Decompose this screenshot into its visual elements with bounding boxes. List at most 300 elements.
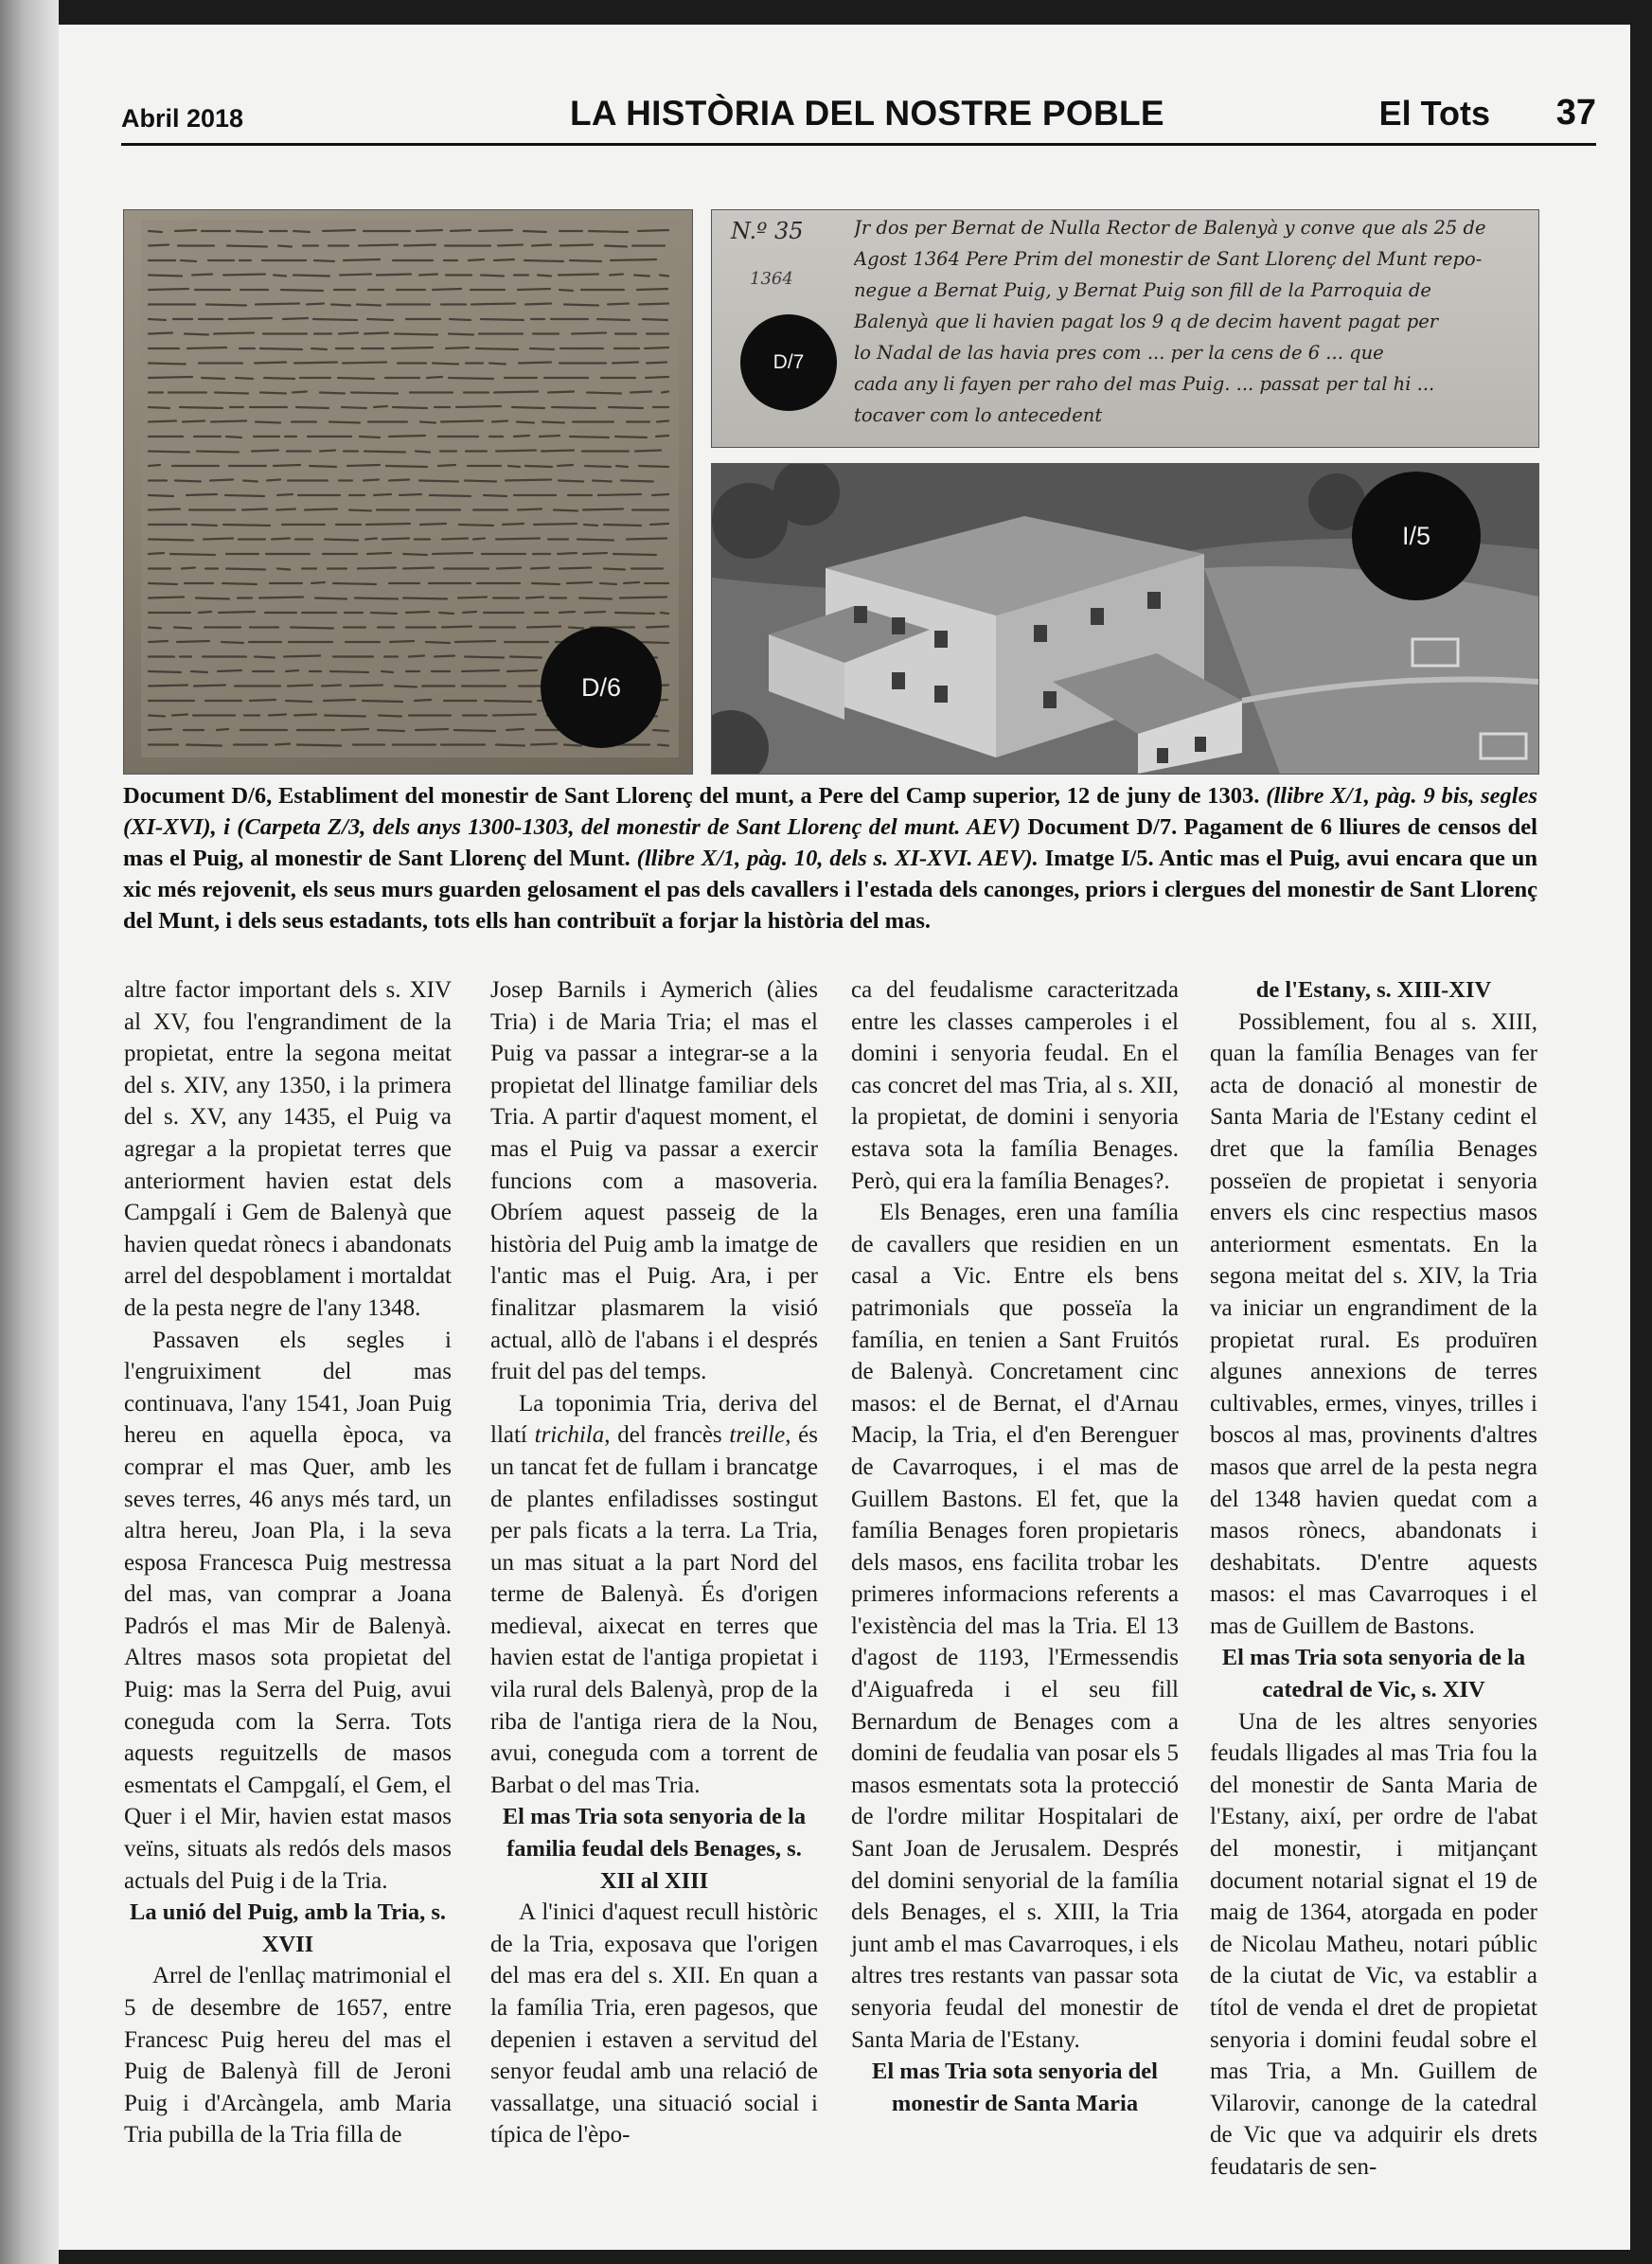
script-stroke [613,554,656,555]
script-stroke [204,539,233,540]
script-stroke [149,597,184,598]
script-stroke [297,745,341,746]
script-stroke [149,452,189,453]
script-stroke [635,451,661,452]
magazine-binding [0,0,59,2264]
script-stroke [294,363,337,364]
script-stroke [222,583,257,584]
script-stroke [149,364,186,365]
script-stroke [524,231,546,232]
script-stroke [569,628,583,629]
script-stroke [305,509,337,510]
paragraph: A l'inici d'aquest recull històric de la Tria, exposava que l'origen del mas era del s. XII. En quan a la família Tria, eren pagesos, que depenien i estaven a servitud del senyor feudal amb una relació de vassallatge, una situació social i típica de l'èpo- [490,1899,818,2148]
caption-d7-source: (llibre X/1, pàg. 10, dels s. XI-XVI. AEV). [636,846,1039,871]
script-stroke [439,613,453,614]
script-stroke [656,436,668,437]
paragraph: Josep Barnils i Aymerich (àlies Tria) i de Maria Tria; el mas el Puig va passar a integrar-se a la propietat del llinatge familiar dels Tria. A partir d'aquest moment, el mas el Puig va passar a exercir funcions com a masoveria. Obríem aquest passeig de la història del Puig amb la imatge de l'antic mas el Puig. Ara, i per finalitzar plasmarem la visió actual, allò de l'abans i el després fruit del pas del temps. [490,977,818,1385]
document-d6-image [123,209,693,775]
script-stroke [149,729,171,730]
script-stroke [344,259,380,260]
script-stroke [647,363,666,364]
script-stroke [256,422,280,423]
script-stroke [548,392,574,393]
script-stroke [367,319,393,320]
script-stroke [211,421,246,422]
script-stroke [286,670,298,671]
script-stroke [433,289,461,290]
script-stroke [624,582,639,583]
document-d7-image [711,209,1539,448]
script-stroke [404,245,435,246]
d7-handwritten-text [854,212,1528,431]
script-stroke [343,363,386,364]
script-stroke [560,568,591,569]
script-stroke [182,568,195,569]
handwritten-line: Balenyà que li havien pagat los 9 q de decim havent pagat per [854,311,1439,332]
script-stroke [275,744,290,745]
script-stroke [225,495,264,496]
script-stroke [149,407,169,408]
script-stroke [454,730,495,731]
script-stroke [187,745,222,746]
script-stroke [558,465,573,466]
script-stroke [366,524,410,525]
issue-date: Abril 2018 [121,104,244,133]
script-stroke [149,509,180,510]
script-stroke [485,701,531,702]
script-stroke [293,231,310,232]
script-stroke [149,553,164,554]
script-stroke [347,465,380,466]
script-stroke [598,494,641,495]
handwritten-line: tocaver com lo antecedent [854,404,1103,426]
script-stroke [449,334,473,335]
subheading: El mas Tria sota senyoria de la catedral de Vic, s. XIV [1221,1645,1526,1703]
script-stroke [554,510,577,511]
script-stroke [395,686,417,687]
script-stroke [524,260,563,261]
d7-label: D/7 [773,351,805,373]
magazine-name: El Tots [1378,94,1490,133]
script-stroke [609,407,643,408]
script-stroke [325,540,358,541]
script-stroke [286,701,311,702]
script-stroke [419,481,458,482]
script-stroke [260,393,286,394]
script-stroke [149,333,172,334]
handwritten-line: Agost 1364 Pere Prim del monestir de Sant Llorenç del Munt repo- [854,248,1483,270]
french-term: treille [729,1422,786,1449]
script-stroke [283,318,308,319]
script-stroke [260,348,302,349]
script-stroke [442,627,471,628]
script-stroke [473,539,485,540]
script-stroke [359,245,398,246]
script-stroke [646,377,668,378]
script-stroke [531,744,557,745]
script-stroke [519,363,551,364]
script-stroke [416,452,430,453]
script-stroke [608,304,629,305]
script-stroke [449,378,493,379]
script-stroke [526,597,543,598]
script-stroke [202,378,224,379]
script-stroke [183,421,204,422]
script-stroke [657,421,668,422]
script-stroke [374,406,387,407]
script-stroke [463,612,476,613]
script-stroke [377,275,411,276]
script-stroke [534,524,577,525]
script-stroke [613,363,638,364]
script-stroke [438,465,455,466]
script-stroke [330,671,368,672]
article-column-4 [1210,974,1537,2184]
script-stroke [489,364,506,365]
handwritten-line: cada any li fayen per raho del mas Puig. ... passat per tal hi ... [854,373,1435,395]
script-stroke [406,612,429,613]
text-run: La toponimia Tria, deriva del llatí [490,1390,818,1449]
subheading: La unió del Puig, amb la Tria, s. XVII [130,1899,446,1957]
script-stroke [374,494,391,495]
script-stroke [320,451,335,452]
script-stroke [492,421,507,422]
script-stroke [382,671,393,672]
script-stroke [174,628,191,629]
script-stroke [583,509,623,510]
handwritten-line: Jr dos per Bernat de Nulla Rector de Balenyà y conve que als 25 de [854,217,1486,239]
d6-label: D/6 [580,672,622,702]
script-stroke [458,597,487,598]
script-stroke [259,597,303,598]
caption-d6-title: Document D/6, Establiment del monestir de Sant Llorenç del munt, a Pere del Camp superior, 12 de juny de 1303. [123,783,1260,809]
script-stroke [518,289,550,290]
script-stroke [585,612,605,613]
script-stroke [197,452,239,453]
d6-badge [541,627,662,748]
script-stroke [621,481,653,482]
script-stroke [525,466,552,467]
d7-reference-number: N.º 35 [731,218,804,244]
article-column-2 [490,974,818,2151]
caption-d6-source: (llibre X/1, pàg. 9 bis, segles (XI-XVI), i (Carpeta Z/3, dels anys 1300-1303, del monestir de Sant Llorenç del munt. AEV) [123,783,1538,840]
script-stroke [611,259,656,260]
script-stroke [597,319,630,320]
script-stroke [559,275,598,276]
script-stroke [324,700,355,701]
script-stroke [559,481,583,482]
i5-badge [1352,472,1481,600]
script-stroke [593,481,612,482]
script-stroke [620,597,666,598]
script-stroke [497,568,521,569]
script-stroke [527,627,560,628]
page-number: 37 [1555,93,1596,133]
script-stroke [512,407,544,408]
script-stroke [395,334,437,335]
script-stroke [604,569,625,570]
script-stroke [498,245,523,246]
subheading: El mas Tria sota senyoria de la familia feudal dels Benages, s. XII al XIII [502,1804,807,1894]
paragraph: Passaven els segles i l'engruiximent del mas continuava, l'any 1541, Joan Puig hereu en aquella època, va comprar el mas Quer, amb les seves terres, 46 anys més tard, un altra hereu, Joan Pla, i la seva esposa Francesca Puig mestressa del mas, van comprar a Joana Padrós el mas Mir de Balenyà. Altres masos sota propietat del Puig: mas la Serra del Puig, avui coneguda com la Serra. Tots aquests reguitzells de masos esmentats el Campgalí, el Gem, el Quer i el Mir, havien estat masos veïns, situats als redós dels masos actuals del Puig i de la Tria. [124,1327,452,1894]
script-stroke [552,407,595,408]
script-stroke [577,540,613,541]
script-stroke [403,598,447,599]
script-stroke [583,553,607,554]
latin-term: trichila [534,1422,605,1449]
page-header [121,77,1596,146]
script-stroke [481,319,524,320]
script-stroke [149,245,169,246]
paragraph: ca del feudalisme caracteritzada entre les classes camperoles i el domini i senyoria feudal. En el cas concret del mas Tria, al s. XII, la propietat, de domini i senyoria estava sota la família Benages. Però, qui era la família Benages?. [851,977,1179,1194]
caption-i5-text: Imatge I/5. Antic mas el Puig, avui encara que un xic més rejovenit, els seus murs guarden gelosament el pas dels cavallers i l'estada dels canonges, priors i clergues del monestir de Sant Llorenç del Munt, i dels seus estadants, tots ells han contribuït a forjar la història del mas. [123,846,1538,934]
script-stroke [223,275,265,276]
script-stroke [417,230,442,231]
script-stroke [355,598,398,599]
script-stroke [371,613,397,614]
paragraph: Els Benages, eren una família de cavallers que residien en un casal a Vic. Entre els bens patrimonials que posseïa la família, en tenien a Sant Fruitós de Balenyà. Concretament cinc masos: el de Bernat, el d'Arnau Macip, la Tria, el d'en Berenguer de Cavarroques, i el mas de Guillem Bastons. El fet, que la família Benages foren propietaris dels masos, ens facilita trobar les primeres informacions referents a l'existència del mas la Tria. El 13 d'agost de 1193, l'Ermessendis d'Aiguafreda i el seu fill Bernardum de Benages com a domini de feudalia van posar els 5 masos esmentats sota la protecció de l'ordre militar Hospitalari de Sant Joan de Jerusalem. Després del domini senyorial de la família dels Benages, el s. XIII, la Tria junt amb el mas Cavarroques, i els altres tres restants van passar sota senyoria feudal del monestir de Santa Maria de l'Estany. [851,1200,1179,2053]
script-stroke [192,275,212,276]
script-stroke [494,392,538,393]
script-stroke [479,230,512,231]
article-column-1 [124,974,452,2151]
d7-margin-year: 1364 [750,269,793,289]
script-stroke [378,730,404,731]
script-stroke [149,716,165,717]
script-stroke [331,305,350,306]
script-stroke [357,305,381,306]
script-stroke [455,641,495,642]
script-stroke [149,583,177,584]
script-stroke [542,451,574,452]
script-stroke [314,260,334,261]
script-stroke [389,436,425,437]
script-stroke [149,231,162,232]
script-stroke [430,495,471,496]
script-stroke [506,480,551,481]
script-stroke [560,612,575,613]
script-stroke [149,540,193,541]
script-stroke [639,466,668,467]
script-stroke [367,553,391,554]
script-stroke [149,377,192,378]
script-stroke [605,246,627,247]
script-stroke [364,452,405,453]
script-stroke [256,304,299,305]
script-stroke [243,481,258,482]
script-stroke [226,569,265,570]
script-stroke [340,275,371,276]
script-stroke [652,494,668,495]
script-stroke [199,612,211,613]
script-stroke [532,583,560,584]
script-stroke [196,598,229,599]
script-stroke [339,333,358,334]
script-stroke [320,393,345,394]
script-stroke [409,656,424,657]
script-stroke [450,319,471,320]
script-stroke [192,525,217,526]
script-stroke [631,392,651,393]
script-stroke [503,524,524,525]
script-stroke [615,613,654,614]
script-stroke [172,715,187,716]
section-title: LA HISTÒRIA DEL NOSTRE POBLE [570,94,1164,133]
script-stroke [567,582,592,583]
caption-d7-title: Document D/7. Pagament de 6 lliures de censos del mas el Puig, al monestir de Sant Llorenç del Munt. [123,814,1537,871]
script-stroke [149,628,161,629]
script-stroke [572,333,606,334]
script-stroke [363,701,402,702]
script-stroke [191,671,207,672]
script-stroke [175,481,201,482]
script-stroke [349,510,371,511]
script-stroke [465,481,496,482]
script-stroke [307,304,324,305]
script-stroke [639,304,668,305]
figure-caption [123,780,1537,936]
script-stroke [215,393,248,394]
script-stroke [315,598,346,599]
script-stroke [338,378,374,379]
script-stroke [459,525,493,526]
script-stroke [236,378,253,379]
subheading: El mas Tria sota senyoria del monestir de Santa Maria [872,2059,1158,2116]
script-stroke [427,377,442,378]
script-stroke [647,627,668,628]
paragraph: Possiblement, fou al s. XIII, quan la família Benages van fer acta de donació al monestir de Santa Maria de l'Estany cedint el dret que la família Benages posseïen de propietat i senyoria envers els cinc respectius masos anteriorment esmentats. En la segona meitat del s. XIV, la Tria va iniciar un engrandiment de la propietat rural. Es produïren algunes annexions de terres cultivables, ermes, vinyes, trilles i boscos al mas, provinents d'altres masos que arrel de la pesta negra del 1348 havien quedat com a masos rònecs, abandonats i deshabitats. D'entre aquests masos: el mas Cavarroques i el mas de Guillem de Bastons. [1210,1008,1537,1639]
script-stroke [494,259,514,260]
script-stroke [149,465,160,466]
script-stroke [433,553,472,554]
script-stroke [532,245,551,246]
script-stroke [255,657,275,658]
script-stroke [170,554,215,555]
script-stroke [379,716,401,717]
script-stroke [420,524,446,525]
script-stroke [518,509,542,510]
script-stroke [277,494,293,495]
script-stroke [281,290,323,291]
script-stroke [284,656,320,657]
script-stroke [435,656,454,657]
script-stroke [564,745,581,746]
script-stroke [638,230,668,231]
paragraph: Una de les altres senyories feudals lligades al mas Tria fou la del monestir de Santa Maria de l'Estany, així, per ordre de l'abat del monestir, i mitjançant document notarial signat el 19 de maig de 1364, atorgada en poder de Nicolau Matheu, notari públic de la ciutat de Vic, va establir a títol de venda el dret de propietat senyoria i domini feudal sobre el mas Tria, a Mn. Guillem de Vilarovir, canonge de la catedral de Vic que va adquirir els drets feudataris de sen- [1210,1708,1537,2180]
script-stroke [643,319,667,320]
script-stroke [149,319,166,320]
script-stroke [510,657,542,658]
paragraph-toponimia [490,1388,818,1802]
script-stroke [296,407,329,408]
script-stroke [389,480,409,481]
script-stroke [325,716,365,717]
script-stroke [584,525,597,526]
script-stroke [219,612,255,613]
script-stroke [570,260,601,261]
script-stroke [653,730,668,731]
script-stroke [255,363,286,364]
script-stroke [400,494,421,495]
script-stroke [217,729,228,730]
script-stroke [426,642,450,643]
script-stroke [149,421,176,422]
script-stroke [277,569,290,570]
script-stroke [311,348,327,349]
script-stroke [650,524,668,525]
script-stroke [149,641,168,642]
script-stroke [294,715,316,716]
script-stroke [585,466,611,467]
script-stroke [351,393,398,394]
subheading-continued: de l'Estany, s. XIII-XIV [1255,977,1492,1003]
script-stroke [223,525,270,526]
script-stroke [311,582,325,583]
script-stroke [364,480,379,481]
script-stroke [269,715,286,716]
script-stroke [365,539,377,540]
script-stroke [662,392,668,393]
script-stroke [508,466,520,467]
script-stroke [560,245,593,246]
script-stroke [329,422,360,423]
script-stroke [218,670,241,671]
handwritten-line: negue a Bernat Puig, y Bernat Puig son fill de la Parroquia de [854,279,1431,301]
script-stroke [149,495,173,496]
paragraph: altre factor important dels s. XIV al XV, fou l'engrandiment de la propietat, entre la segona meitat del s. XIV, any 1350, i la primera del s. XV, any 1435, el Puig va agregar a la propietat terres que anteriorment havien estat dels Campgalí i Gem de Balenyà que havien quedat rònecs i abandonats arrel del despoblament i mortaldat de la pesta negre de l'any 1348. [124,977,452,1321]
script-stroke [420,422,435,423]
script-stroke [542,422,564,423]
script-stroke [465,657,504,658]
paragraph: Arrel de l'enllaç matrimonial el 5 de desembre de 1657, entre Francesc Puig hereu del mas el Puig de Balenyà fill de Jeroni Puig i d'Arcàngela, amb Maria Tria pubilla de la Tria filla de [124,1963,452,2148]
script-stroke [496,745,524,746]
script-stroke [323,230,355,231]
script-stroke [342,729,368,730]
script-stroke [382,539,409,540]
script-stroke [627,539,666,540]
mas-puig-photo [711,463,1539,775]
script-stroke [272,539,290,540]
article-column-3 [851,974,1179,2119]
script-stroke [441,421,483,422]
script-stroke [451,230,471,231]
script-stroke [291,628,333,629]
script-stroke [637,289,667,290]
script-stroke [564,305,598,306]
script-stroke [476,348,518,349]
script-stroke [227,246,267,247]
script-stroke [403,568,434,569]
script-stroke [342,407,366,408]
text-run: , del francès [604,1422,730,1449]
script-stroke [313,319,357,320]
script-stroke [610,275,623,276]
script-stroke [274,465,300,466]
script-stroke [419,275,437,276]
script-stroke [278,246,292,247]
script-stroke [456,406,501,407]
text-run: , és un tancat fet de fullam i brancatge de plantes enfiladisses sostingut per pals ficats a la terra. La Tria, un mas situat a la part Nord del terme de Balenyà. És d'origen medieval, aixecat en terres que havien estat de l'antiga propietat i vila rural dels Balenyà, prop de la riba de l'antiga riera de la Nou, avui, coneguda com a torrent de Barbat o del mas Tria. [490,1422,818,1798]
script-stroke [661,613,668,614]
script-stroke [390,641,414,642]
script-stroke [493,715,536,716]
d7-badge [740,314,837,411]
i5-label: I/5 [1401,521,1431,550]
script-stroke [558,553,577,554]
script-stroke [415,700,431,701]
script-stroke [531,568,549,569]
script-stroke [514,436,529,437]
